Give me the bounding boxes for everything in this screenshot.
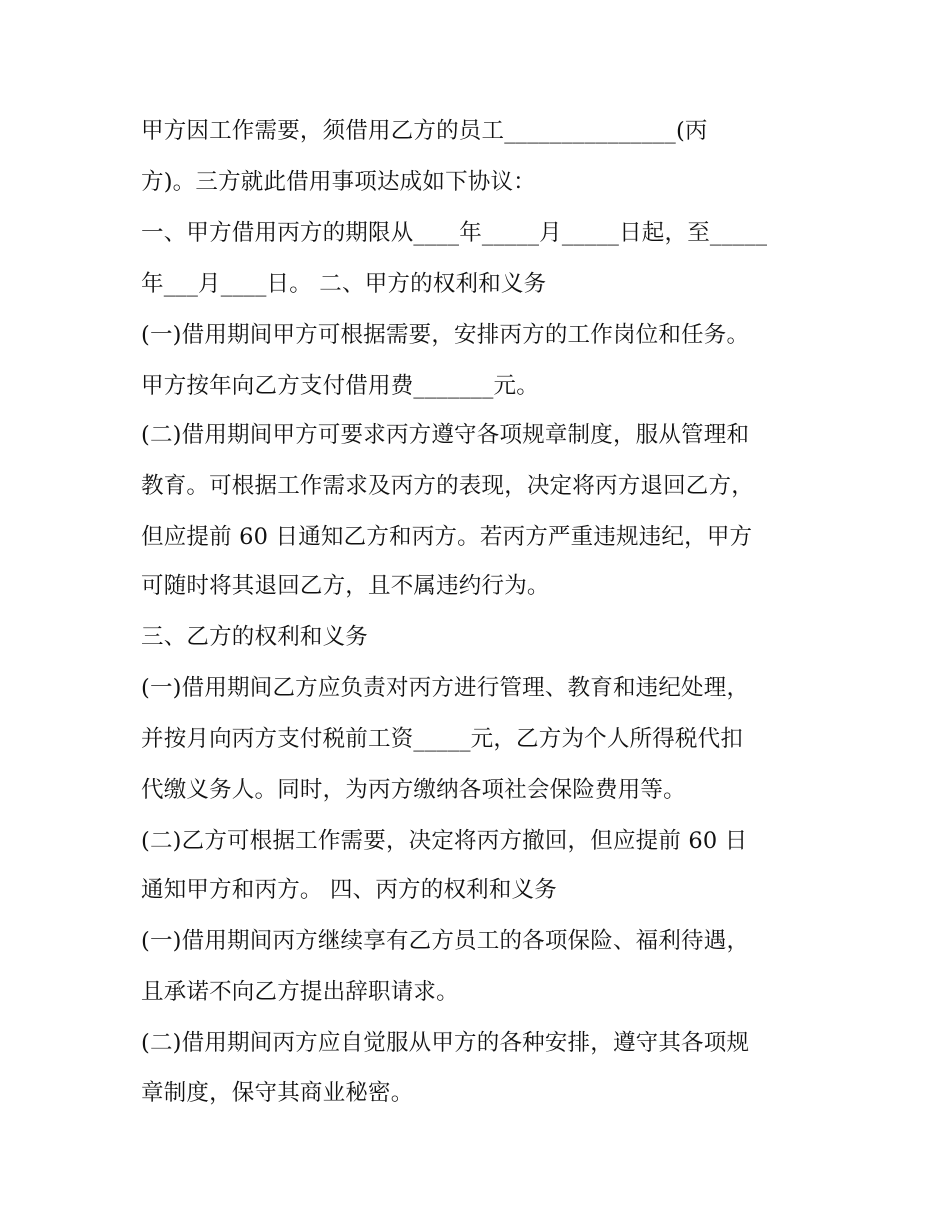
text-line: (二)借用期间甲方可要求丙方遵守各项规章制度，服从管理和 (141, 422, 750, 448)
text-line: 且承诺不向乙方提出辞职请求。 (141, 979, 459, 1005)
text-line: 通知甲方和丙方。 四、丙方的权利和义务 (141, 877, 557, 903)
text-line: 代缴义务人。同时，为丙方缴纳各项社会保险费用等。 (141, 777, 686, 803)
text-line: (一)借用期间乙方应负责对丙方进行管理、教育和违纪处理， (141, 675, 750, 701)
text-line: (二)乙方可根据工作需要，决定将丙方撤回，但应提前 60 日 (141, 828, 748, 854)
text-line: (一)借用期间丙方继续享有乙方员工的各项保险、福利待遇， (141, 928, 750, 954)
text-line: 甲方因工作需要，须借用乙方的员工_______________(丙 (141, 118, 708, 144)
text-line: 甲方按年向乙方支付借用费_______元。 (141, 373, 539, 399)
section-heading: 三、乙方的权利和义务 (141, 624, 369, 650)
text-line: 教育。可根据工作需求及丙方的表现，决定将丙方退回乙方， (141, 473, 754, 499)
text-line: 并按月向丙方支付税前工资_____元，乙方为个人所得税代扣 (141, 726, 744, 752)
text-line: 一、甲方借用丙方的期限从____年_____月_____日起，至_____ (141, 220, 768, 246)
text-line: 方)。三方就此借用事项达成如下协议： (141, 169, 536, 195)
text-line: 但应提前 60 日通知乙方和丙方。若丙方严重违规违纪，甲方 (141, 524, 753, 550)
text-line: 可随时将其退回乙方，且不属违约行为。 (141, 573, 550, 599)
text-line: (一)借用期间甲方可根据需要，安排丙方的工作岗位和任务。 (141, 322, 750, 348)
text-line: 章制度，保守其商业秘密。 (141, 1080, 414, 1106)
text-line: 年___月____日。 二、甲方的权利和义务 (141, 271, 547, 297)
text-line: (二)借用期间丙方应自觉服从甲方的各种安排，遵守其各项规 (141, 1030, 750, 1056)
